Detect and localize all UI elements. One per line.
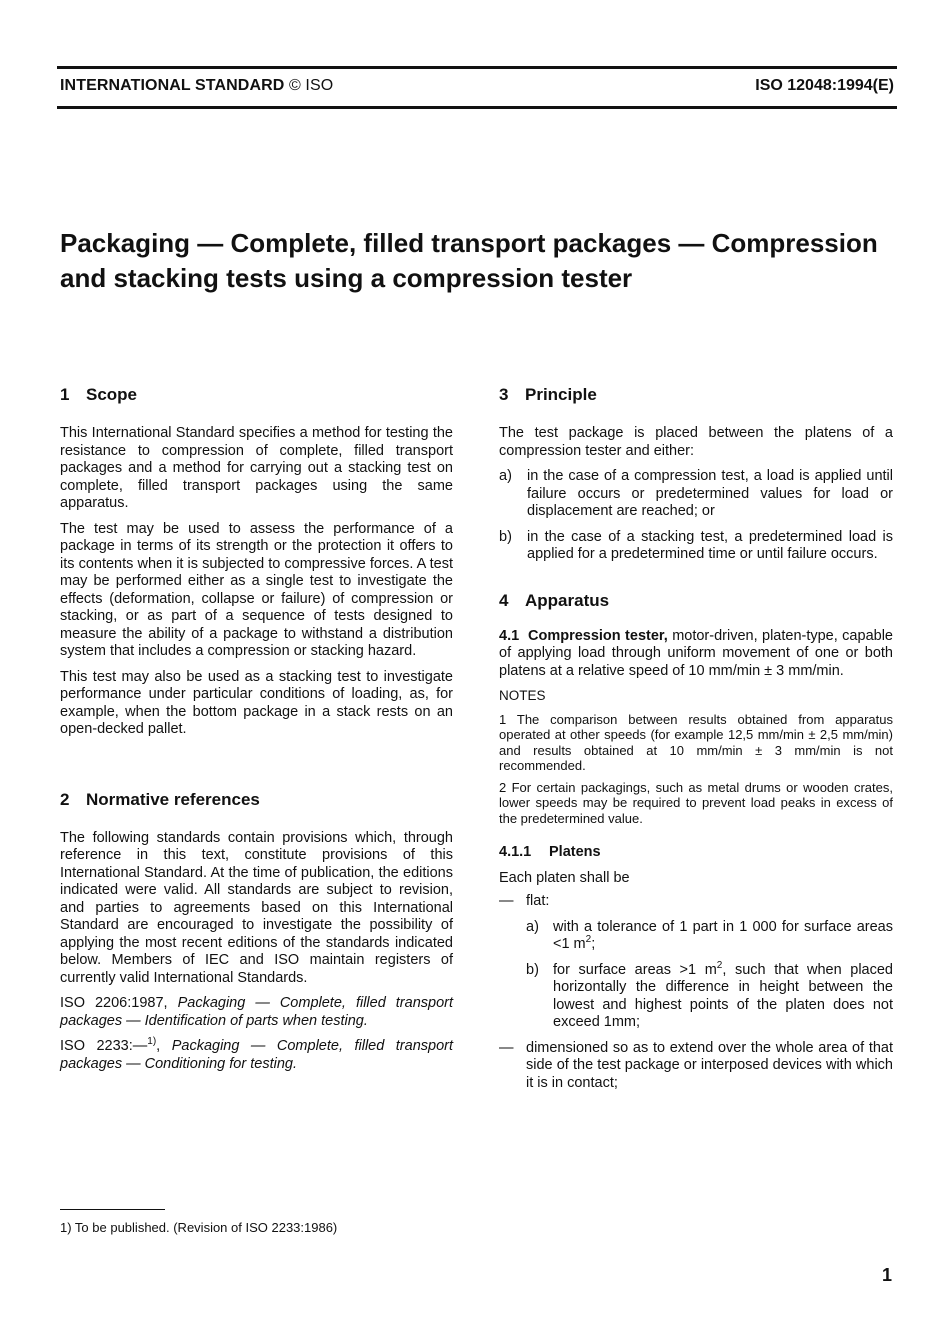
header-copyright: © ISO xyxy=(288,77,334,94)
scope-paragraph-2: The test may be used to assess the performance of a package in terms of its strength or the protection it offers to its contents when it is subjected to compressive forces. A test may be performed either as a single test to investigate the effects (deformation, collapse or failure) of compression or stacking, or as part of a sequence of tests designed to measure the ability of a package to withstand a distribution system that includes a compression or stacking hazard. xyxy=(60,520,453,659)
header-standard-number: ISO 12048:1994(E) xyxy=(755,77,894,94)
clause-text: motor-driven, platen-type, capable of applying load through uniform movement of one or both platens at a relative speed of 10 mm/min ± 3 mm/min. xyxy=(499,627,893,679)
list-text xyxy=(553,959,893,1032)
scope-paragraph-1: This International Standard specifies a method for testing the resistance to compression of complete, filled transport packages and a method for carrying out a stacking test on complete, filled transport packages using the same apparatus. xyxy=(60,425,453,511)
clause-number: 4.1.1 xyxy=(499,844,532,860)
header-standard-text: INTERNATIONAL STANDARD xyxy=(60,77,285,94)
reference-iso-2233: ISO 2233:—$^{1)}$, Packaging — Complete, filled transport packages — Conditioning for testing. xyxy=(60,1036,454,1072)
list-text xyxy=(553,919,893,954)
header-top-rule xyxy=(57,66,897,69)
footnote-marker: 1) xyxy=(147,1036,157,1048)
subclause-platens xyxy=(499,844,893,862)
section-number: 2 xyxy=(60,789,70,809)
normative-paragraph: The following standards contain provisions which, through reference in this text, constitute provisions of this International Standard. At the time of publication, the editions indicated were valid. All standards are subject to revision, and parties to agreements based on this International Standard are encouraged to investigate the possibility of applying the most recent editions of the standards indicated below. Members of IEC and ISO maintain registers of currently valid International Standards. xyxy=(60,829,453,986)
clause-title: Compression tester, xyxy=(527,627,668,644)
section-number: 1 xyxy=(60,385,70,404)
list-label: a) xyxy=(526,918,539,935)
reference-code: ISO 2206:1987, xyxy=(60,995,168,1011)
page-number: 1 xyxy=(881,1265,892,1285)
reference-title: Packaging — Complete, filled transport packages — Identification of parts when testing. xyxy=(60,995,453,1029)
reference-code: ISO 2233:— xyxy=(60,1038,148,1054)
section-title: Principle xyxy=(525,385,597,404)
reference-iso-2206 xyxy=(60,995,453,1030)
note-2: 2 For certain packagings, such as metal drums or wooden crates, lower speeds may be required to prevent load peaks in excess of the predetermined value. xyxy=(499,779,893,826)
platens-intro: Each platen shall be xyxy=(499,869,630,886)
note-1: 1 The comparison between results obtained from apparatus operated at other speeds (for example 12,5 mm/min ± 2,5 mm/min) and results obtained at 10 mm/min ± 3 mm/min is not recommended. xyxy=(499,711,893,773)
apparatus-compression-tester xyxy=(499,628,893,681)
reference-title: Packaging — Complete, filled transport packages — Conditioning for testing. xyxy=(60,1038,454,1072)
section-number: 3 xyxy=(499,385,509,404)
list-text: in the case of a compression test, a load is applied until failure occurs or predetermined values for load or displacement are reached; or xyxy=(527,468,893,519)
section-normative-heading xyxy=(60,789,453,811)
requirement-text: dimensioned so as to extend over the whole area of that side of the test package or interposed devices with which it is in contact; xyxy=(526,1039,893,1091)
right-column xyxy=(499,384,893,1092)
principle-item-a xyxy=(499,468,893,521)
flatness-item-b xyxy=(526,959,893,1032)
flatness-list xyxy=(526,919,893,1032)
header-bottom-rule xyxy=(57,106,897,109)
footnote-rule xyxy=(60,1209,165,1210)
notes-label: NOTES xyxy=(499,688,546,703)
platen-requirement-dimensioned xyxy=(499,1040,893,1093)
list-text-main: with a tolerance of 1 part in 1 000 for surface areas <1 m xyxy=(553,918,893,952)
principle-item-b xyxy=(499,529,893,564)
scope-paragraph-3: This test may also be used as a stacking test to investigate performance under particular conditions of loading, as, for example, when the bottom package in a stack rests on an open-decked pallet. xyxy=(60,668,453,737)
section-title: Apparatus xyxy=(525,590,610,610)
list-label: b) xyxy=(526,961,539,978)
list-text: in the case of a stacking test, a predetermined load is applied for a predetermined time or until failure occurs. xyxy=(527,528,893,562)
clause-number: 4.1 xyxy=(499,627,520,644)
platen-requirement-flat xyxy=(499,893,893,911)
dash-marker: — xyxy=(499,893,514,909)
principle-intro: The test package is placed between the platens of a compression tester and either: xyxy=(499,425,893,459)
list-label: b) xyxy=(499,528,512,545)
punctuation: ; xyxy=(591,936,596,952)
footnote: 1) To be published. (Revision of ISO 2233:1986) xyxy=(60,1220,338,1235)
section-number: 4 xyxy=(499,590,509,610)
superscript: 2 xyxy=(585,934,592,946)
header-standard-label xyxy=(60,77,333,95)
list-text-pre: for surface areas >1 m xyxy=(553,961,717,978)
subclause-heading xyxy=(499,844,893,862)
superscript: 2 xyxy=(716,959,723,971)
section-title: Normative references xyxy=(86,789,260,809)
list-text-main: , such that when placed horizontally the difference in height between the lowest and highest points of the platen does not exceed 1mm; xyxy=(553,961,893,1030)
section-principle-heading xyxy=(499,384,893,406)
requirement-text: flat: xyxy=(526,893,550,909)
clause-title: Platens xyxy=(549,844,601,860)
left-column xyxy=(60,384,453,1073)
section-title: Scope xyxy=(86,385,138,404)
list-label: a) xyxy=(499,468,512,484)
section-apparatus-heading xyxy=(499,590,893,612)
document-title: Packaging — Complete, filled transport packages — Compression and stacking tests using a compression tester xyxy=(60,228,878,293)
section-scope-heading xyxy=(60,384,453,406)
dash-marker: — xyxy=(499,1039,514,1056)
flatness-item-a xyxy=(526,919,893,954)
